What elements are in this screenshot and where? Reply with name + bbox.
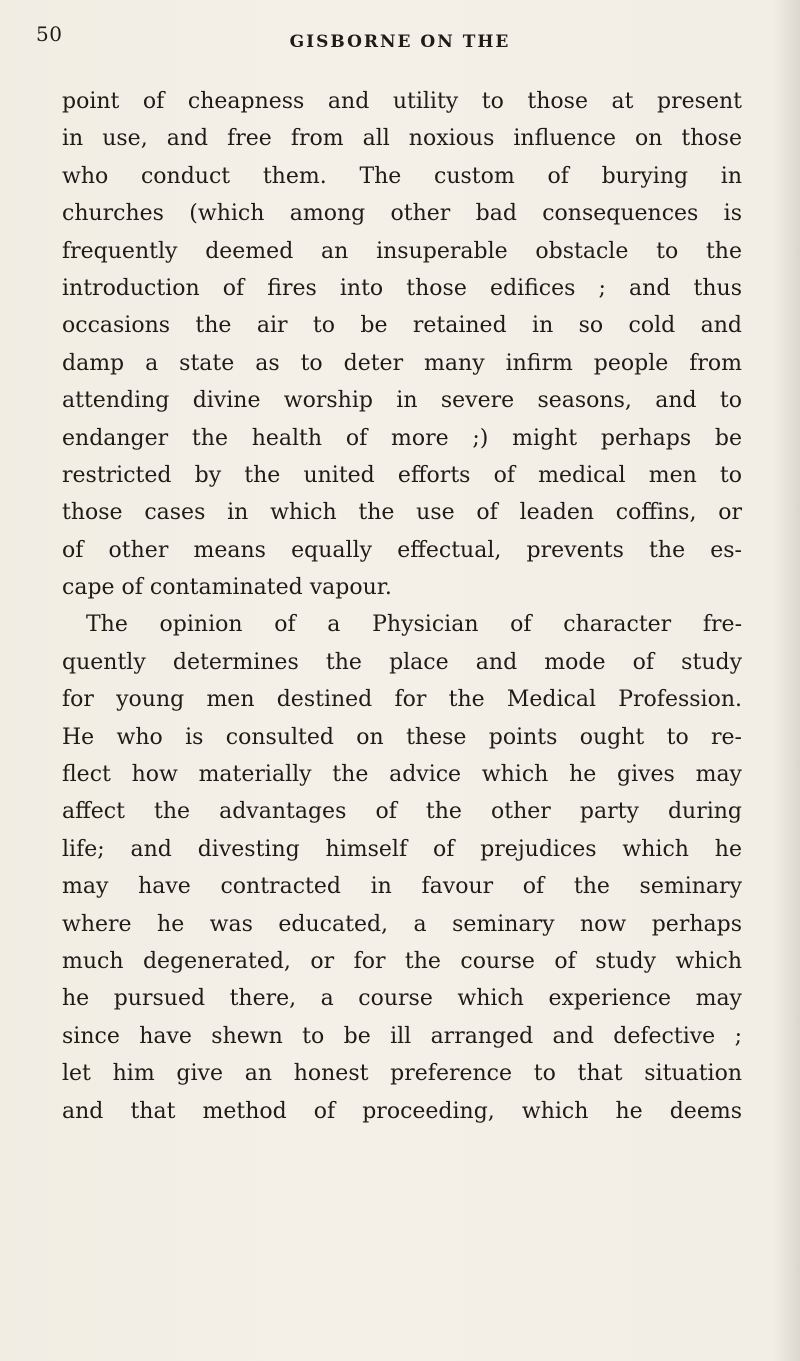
- text-line: affect the advantages of the other party during: [62, 799, 742, 825]
- text-line: damp a state as to deter many infirm people from: [62, 350, 742, 376]
- text-line: churches (which among other bad consequences is: [62, 201, 742, 227]
- text-line: those cases in which the use of leaden coffins, or: [62, 500, 742, 526]
- text-line: restricted by the united efforts of medical men to: [62, 462, 742, 488]
- text-line: point of cheapness and utility to those at present: [62, 89, 742, 114]
- body-text: [62, 83, 742, 1130]
- text-line: who conduct them. The custom of burying in: [62, 163, 742, 189]
- text-line: He who is consulted on these points ought to re-: [62, 724, 742, 750]
- text-line: of other means equally effectual, prevents the es-: [62, 537, 742, 563]
- text-line: since have shewn to be ill arranged and defective ;: [62, 1023, 742, 1049]
- text-line: frequently deemed an insuperable obstacle to the: [62, 238, 742, 264]
- text-line: flect how materially the advice which he gives may: [62, 762, 742, 788]
- text-line-paragraph-start: The opinion of a Physician of character fre-: [86, 612, 742, 638]
- text-line: much degenerated, or for the course of study which: [62, 948, 742, 974]
- text-line: occasions the air to be retained in so cold and: [62, 313, 742, 339]
- text-line: he pursued there, a course which experience may: [62, 986, 742, 1012]
- text-line-paragraph-end: cape of contaminated vapour.: [62, 575, 392, 601]
- text-line: attending divine worship in severe seasons, and to: [62, 388, 742, 414]
- text-line: for young men destined for the Medical Profession.: [62, 687, 742, 713]
- text-line: in use, and free from all noxious influence on those: [62, 126, 742, 152]
- page-edge-shadow: [772, 0, 800, 1361]
- text-line: may have contracted in favour of the seminary: [62, 874, 742, 900]
- text-line: quently determines the place and mode of study: [62, 649, 742, 675]
- running-head: GISBORNE ON THE: [289, 32, 511, 52]
- page-number: 50: [36, 22, 63, 46]
- text-line: endanger the health of more ;) might perhaps be: [62, 425, 742, 451]
- text-line: let him give an honest preference to that situation: [62, 1061, 742, 1087]
- text-line: and that method of proceeding, which he deems: [62, 1098, 742, 1124]
- text-line: introduction of fires into those edifices ; and thus: [62, 275, 742, 301]
- text-line: life; and divesting himself of prejudices which he: [62, 836, 742, 862]
- text-line: where he was educated, a seminary now perhaps: [62, 911, 742, 937]
